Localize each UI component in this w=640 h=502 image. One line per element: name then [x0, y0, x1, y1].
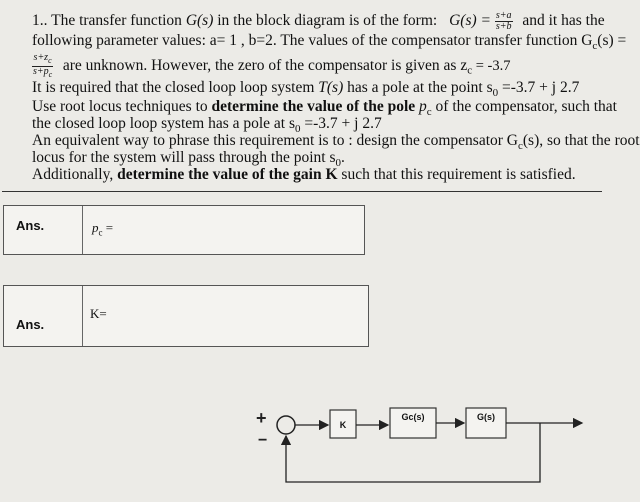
s0-value-2: =-3.7 + j 2.7: [300, 115, 382, 132]
and-it-has-text: and it has the: [522, 12, 605, 30]
pc-symbol: p: [419, 98, 427, 115]
gc-equals: (s) =: [597, 32, 627, 49]
pc-subscript: c: [426, 106, 432, 119]
k-block-label: K: [339, 420, 347, 430]
plus-sign: +: [256, 408, 267, 428]
zc-value: = -3.7: [472, 57, 511, 74]
s0-subscript-3: 0: [335, 157, 342, 170]
summing-junction: [277, 416, 295, 434]
g-numerator: s+a: [495, 10, 512, 21]
answer-label-1: Ans.: [16, 218, 45, 233]
answer-label-2: Ans.: [16, 317, 45, 332]
of-compensator-text: of the compensator, such that: [435, 98, 617, 115]
closed-loop-text: the closed loop loop system has a pole at s: [32, 115, 296, 132]
problem-form-text: in the block diagram is of the form:: [217, 12, 438, 30]
period: .: [341, 149, 345, 166]
pc-answer-eq: =: [102, 220, 114, 235]
comp-numerator: s+z: [33, 52, 49, 63]
root-locus-text: Use root locus techniques to: [32, 98, 208, 115]
g-equation-lhs: G(s) =: [449, 12, 491, 30]
determine-gain-text: determine the value of the gain K: [117, 166, 338, 183]
s0-subscript: 0: [492, 87, 499, 100]
comp-num-subscript: c: [48, 56, 52, 65]
g-block-label: G(s): [477, 412, 495, 422]
t-symbol: T(s): [318, 79, 344, 96]
g-symbol: G(s): [185, 12, 214, 30]
g-denominator: s+b: [495, 21, 512, 32]
k-answer-field[interactable]: K=: [90, 306, 107, 321]
minus-sign: −: [258, 432, 268, 449]
so-that-root-text: (s), so that the root: [522, 132, 640, 149]
parameter-values-text: following parameter values: a= 1 , b=2. The values of the compensator transfer function G: [32, 32, 593, 49]
problem-intro: 1.. The transfer function: [32, 12, 182, 30]
zc-subscript: c: [467, 64, 473, 77]
equivalent-phrase-text: An equivalent way to phrase this requirement is to : design the compensator G: [32, 132, 518, 149]
s0-subscript-2: 0: [295, 123, 301, 136]
gc-subscript: c: [592, 40, 598, 53]
gc-block-label: Gc(s): [401, 412, 425, 422]
locus-pass-text: locus for the system will pass through the point s: [32, 149, 336, 166]
s0-value: =-3.7 + j 2.7: [498, 79, 580, 96]
pc-answer-sub: c: [98, 227, 103, 238]
zero-given-text: are unknown. However, the zero of the compensator is given as z: [62, 56, 468, 74]
gc-subscript-2: c: [517, 140, 523, 153]
comp-den-subscript: c: [48, 70, 53, 79]
additionally-text: Additionally,: [32, 166, 114, 183]
comp-denominator: s+p: [33, 66, 49, 77]
requirement-satisfied-text: such that this requirement is satisfied.: [341, 166, 576, 183]
requirement-text: It is required that the closed loop loop system: [32, 79, 315, 96]
pc-answer-var: p: [92, 220, 99, 235]
determine-pole-text: determine the value of the pole: [211, 98, 416, 115]
pole-point-text: has a pole at the point s: [347, 79, 493, 96]
